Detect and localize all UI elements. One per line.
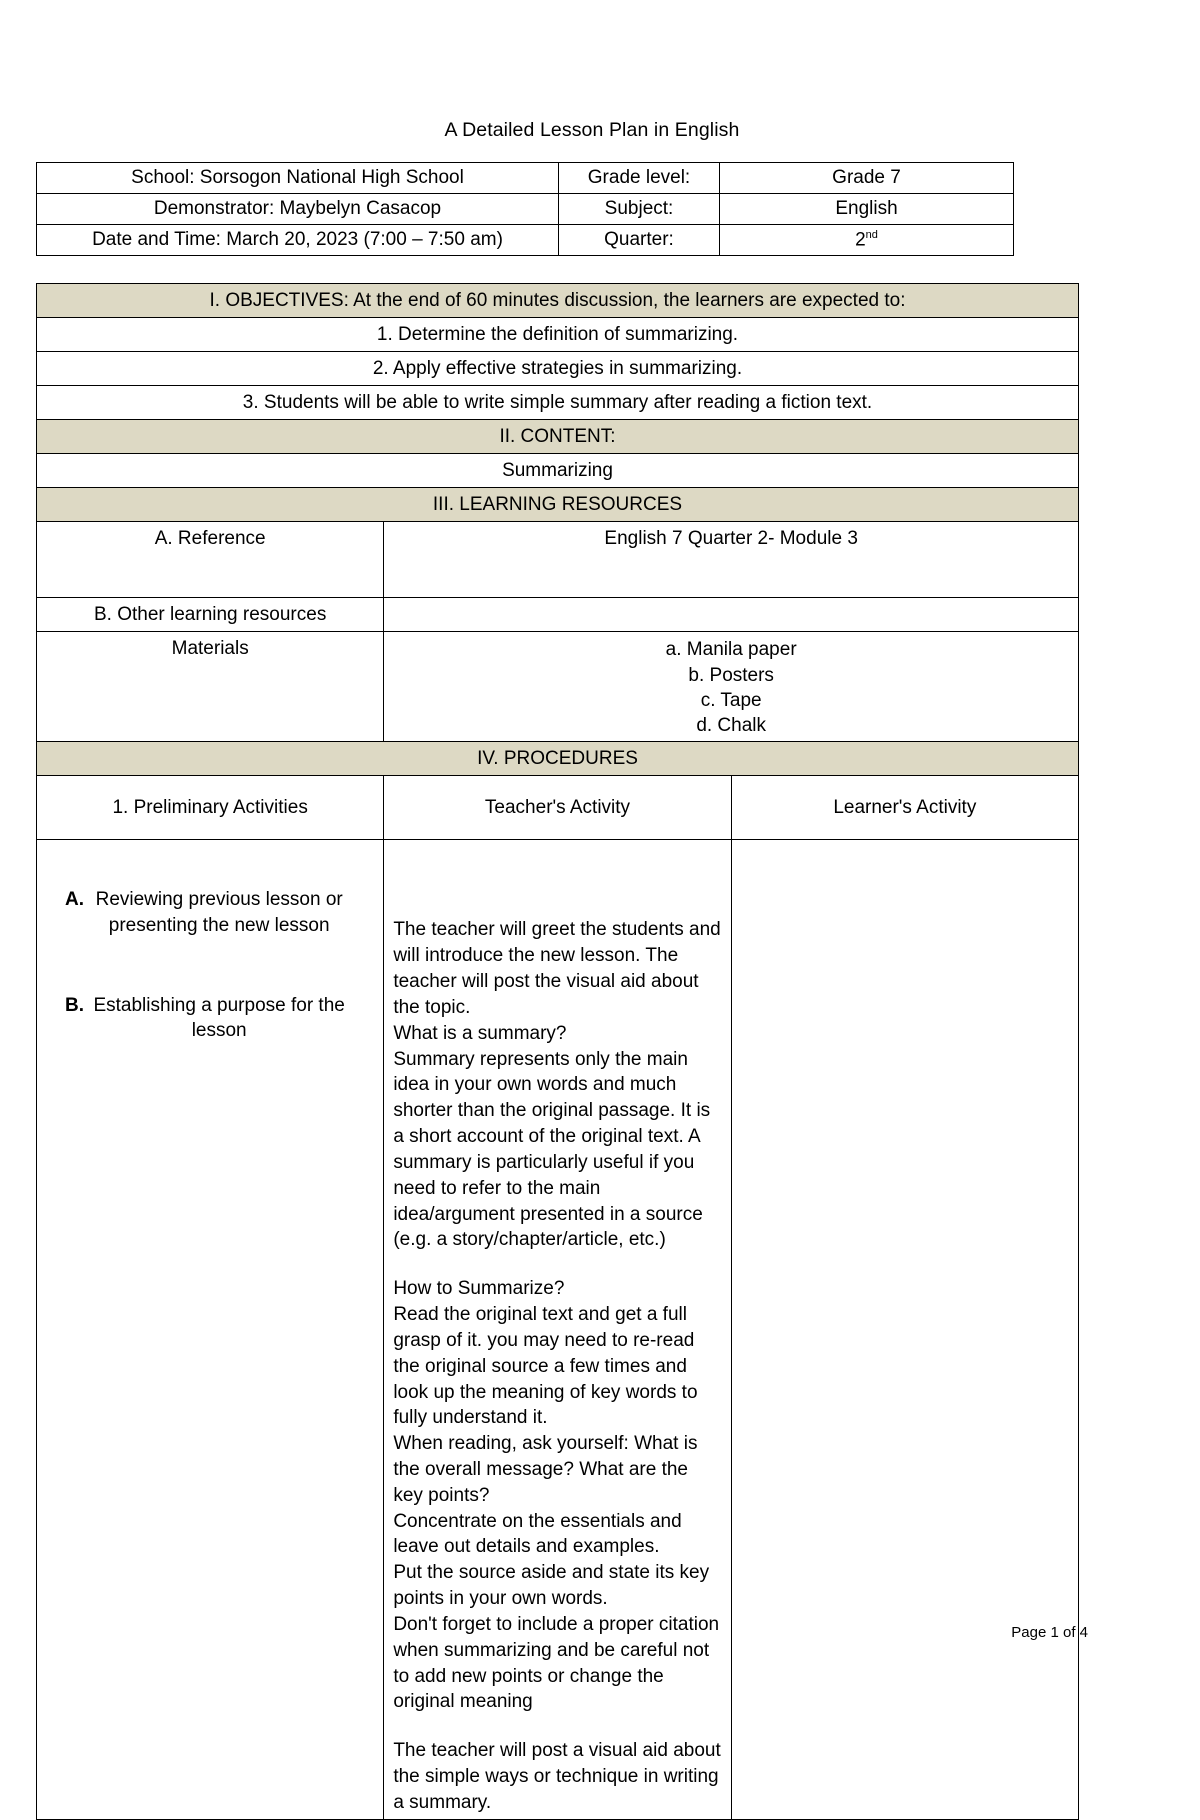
teachers-activity-text — [390, 846, 724, 1815]
grade-level-value: Grade 7 — [720, 163, 1014, 194]
teacher-paragraph-1: The teacher will greet the students and will introduce the new lesson. The teacher will post the visual aid about the topic. — [393, 919, 721, 1018]
procedures-heading: IV. PROCEDURES — [37, 742, 1079, 776]
content-heading-row — [37, 420, 1079, 454]
section-b-text: Establishing a purpose for the lesson — [93, 994, 345, 1041]
teachers-activity-header: Teacher's Activity — [384, 776, 731, 840]
teacher-paragraph-3: Summary represents only the main idea in your own words and much shorter than the original passage. It is a short account of the original text. A summary is particularly useful if you need to refer to the main idea/argument presented in a source (e.g. a story/chapter/article, etc.) — [393, 1048, 711, 1251]
page-title: A Detailed Lesson Plan in English — [444, 119, 740, 141]
table-row — [37, 225, 1014, 256]
content-value-row — [37, 454, 1079, 488]
preliminary-sections — [43, 846, 377, 1042]
preliminary-activities-cell — [37, 840, 384, 1819]
teacher-paragraph-6: When reading, ask yourself: What is the overall message? What are the key points? — [393, 1433, 698, 1506]
quarter-number: 2 — [855, 229, 866, 251]
lesson-plan-main-table — [36, 283, 1079, 1819]
lesson-info-table — [36, 162, 1014, 256]
materials-list: a. Manila paper b. Posters c. Tape d. Chalk — [384, 632, 1079, 742]
objective-item-2: 2. Apply effective strategies in summarizing. — [37, 352, 1079, 386]
table-row — [37, 194, 1014, 225]
learners-activity-header: Learner's Activity — [731, 776, 1078, 840]
procedures-column-header-row — [37, 776, 1079, 840]
section-a-marker: A. — [65, 889, 84, 911]
teacher-paragraph-10: The teacher will post a visual aid about the simple ways or technique in writing a summary. — [393, 1740, 721, 1813]
procedures-body-row — [37, 840, 1079, 1819]
other-resources-row — [37, 598, 1079, 632]
quarter-value — [720, 225, 1014, 256]
objectives-heading: I. OBJECTIVES: At the end of 60 minutes discussion, the learners are expected to: — [37, 284, 1079, 318]
subject-value: English — [720, 194, 1014, 225]
reference-value: English 7 Quarter 2- Module 3 — [384, 522, 1079, 598]
procedures-heading-row — [37, 742, 1079, 776]
teacher-paragraph-9: Don't forget to include a proper citation when summarizing and be careful not to add new points or change the original meaning — [393, 1613, 720, 1713]
materials-label: Materials — [37, 632, 384, 742]
objectives-heading-row — [37, 284, 1079, 318]
section-b — [47, 993, 373, 1043]
section-a-text: Reviewing previous lesson or presenting the new lesson — [95, 889, 343, 936]
teacher-paragraph-2: What is a summary? — [393, 1022, 567, 1044]
teacher-paragraph-8: Put the source aside and state its key points in your own words. — [393, 1562, 710, 1610]
teachers-activity-cell — [384, 840, 731, 1819]
other-resources-value — [384, 598, 1079, 632]
date-time-cell: Date and Time: March 20, 2023 (7:00 – 7:50 am) — [37, 225, 559, 256]
section-b-marker: B. — [65, 994, 84, 1016]
content-value: Summarizing — [37, 454, 1079, 488]
learners-activity-cell — [731, 840, 1078, 1819]
school-cell: School: Sorsogon National High School — [37, 163, 559, 194]
section-a — [47, 887, 373, 937]
materials-row — [37, 632, 1079, 742]
learning-resources-heading-row — [37, 488, 1079, 522]
teacher-paragraph-4: How to Summarize? — [393, 1278, 565, 1300]
demonstrator-cell: Demonstrator: Maybelyn Casacop — [37, 194, 559, 225]
preliminary-activities-header: 1. Preliminary Activities — [37, 776, 384, 840]
quarter-ordinal-suffix: nd — [865, 228, 878, 241]
teacher-paragraph-7: Concentrate on the essentials and leave out details and examples. — [393, 1510, 682, 1558]
objective-item-row — [37, 386, 1079, 420]
page-footer: Page 1 of 4 — [1011, 1624, 1088, 1641]
objective-item-row — [37, 352, 1079, 386]
paragraph-spacer — [393, 1253, 721, 1276]
objective-item-3: 3. Students will be able to write simple summary after reading a fiction text. — [37, 386, 1079, 420]
teacher-paragraph-5: Read the original text and get a full grasp of it. you may need to re-read the original source a few times and look up the meaning of key words to fully understand it. — [393, 1304, 698, 1429]
other-resources-label: B. Other learning resources — [37, 598, 384, 632]
quarter-label: Quarter: — [559, 225, 720, 256]
reference-label: A. Reference — [37, 522, 384, 598]
learning-resources-heading: III. LEARNING RESOURCES — [37, 488, 1079, 522]
objective-item-1: 1. Determine the definition of summarizing. — [37, 318, 1079, 352]
objective-item-row — [37, 318, 1079, 352]
content-heading: II. CONTENT: — [37, 420, 1079, 454]
subject-label: Subject: — [559, 194, 720, 225]
grade-level-label: Grade level: — [559, 163, 720, 194]
paragraph-spacer — [393, 1715, 721, 1738]
table-row — [37, 163, 1014, 194]
reference-row — [37, 522, 1079, 598]
